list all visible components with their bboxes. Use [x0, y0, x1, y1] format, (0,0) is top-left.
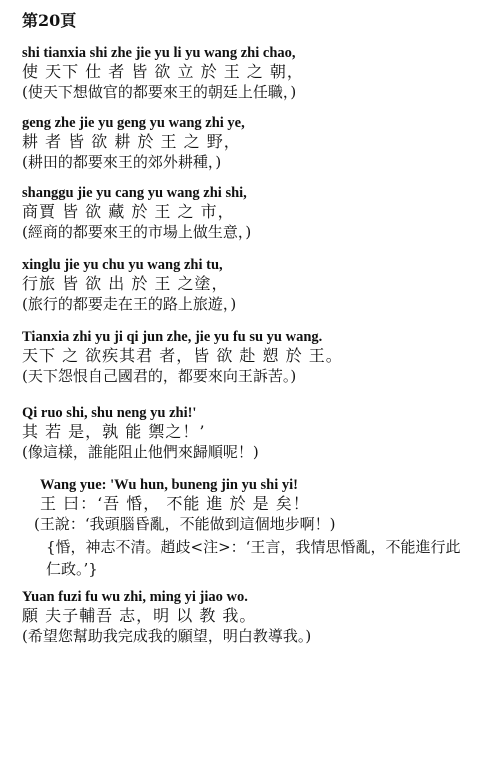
hanzi-line: 使 天下 仕 者 皆 欲 立 於 王 之 朝，: [22, 62, 304, 81]
pinyin-line: shanggu jie yu cang yu wang zhi shi,: [22, 185, 247, 201]
passage-5: [22, 328, 482, 386]
passage-6: [22, 404, 482, 462]
pinyin-line: shi tianxia shi zhe jie yu li yu wang zhi chao,: [22, 45, 296, 61]
translation-line: (經商的都要來王的市場上做生意，): [22, 223, 252, 241]
translation-line: (希望您幫助我完成我的願望，明白教導我。): [22, 627, 312, 645]
hanzi-line: 耕 者 皆 欲 耕 於 王 之 野，: [22, 132, 241, 151]
passage-final: [22, 588, 482, 646]
passage-4: [22, 256, 482, 314]
translation-line: (像這樣，誰能阻止他們來歸順呢！): [22, 443, 259, 461]
hanzi-line: 商賈 皆 欲 藏 於 王 之 市，: [22, 202, 235, 221]
pinyin-line: xinglu jie yu chu yu wang zhi tu,: [22, 257, 223, 273]
pinyin-line: geng zhe jie yu geng yu wang zhi ye,: [22, 115, 245, 131]
translation-line: (旅行的都要走在王的路上旅遊，): [22, 295, 237, 313]
pinyin-line: Yuan fuzi fu wu zhi, ming yi jiao wo.: [22, 589, 248, 605]
pinyin-line: Tianxia zhi yu ji qi jun zhe, jie yu fu su yu wang.: [22, 329, 323, 345]
hanzi-line: 王 曰：‘吾 惛， 不能 進 於 是 矣！: [40, 494, 310, 513]
pinyin-line: Wang yue: 'Wu hun, buneng jin yu shi yi!: [40, 477, 299, 493]
translation-line: (使天下想做官的都要來王的朝廷上任職，): [22, 83, 297, 101]
page-label: 第20頁: [22, 11, 77, 30]
passage-1: [22, 44, 482, 102]
passage-3: [22, 184, 482, 242]
hanzi-line: 天下 之 欲疾其君 者，皆 欲 赴 愬 於 王。: [22, 346, 343, 365]
annotation-note: {惛，神志不清。趙歧<注>：‘王言，我情思惛亂，不能進行此仁政。’}: [46, 538, 461, 578]
hanzi-line: 行旅 皆 欲 出 於 王 之塗，: [22, 274, 229, 293]
hanzi-line: 願 夫子輔吾 志，明 以 教 我。: [22, 606, 257, 625]
hanzi-line: 其 若 是，孰 能 禦之！’: [22, 422, 206, 441]
translation-line: (天下怨恨自己國君的，都要來向王訴苦。): [22, 367, 297, 385]
translation-line: (耕田的都要來王的郊外耕種，): [22, 153, 222, 171]
wang-passage: [34, 476, 500, 580]
pinyin-line: Qi ruo shi, shu neng yu zhi!': [22, 405, 197, 421]
passage-2: [22, 114, 482, 172]
translation-line: (王說：‘我頭腦昏亂，不能做到這個地步啊！): [34, 515, 336, 533]
